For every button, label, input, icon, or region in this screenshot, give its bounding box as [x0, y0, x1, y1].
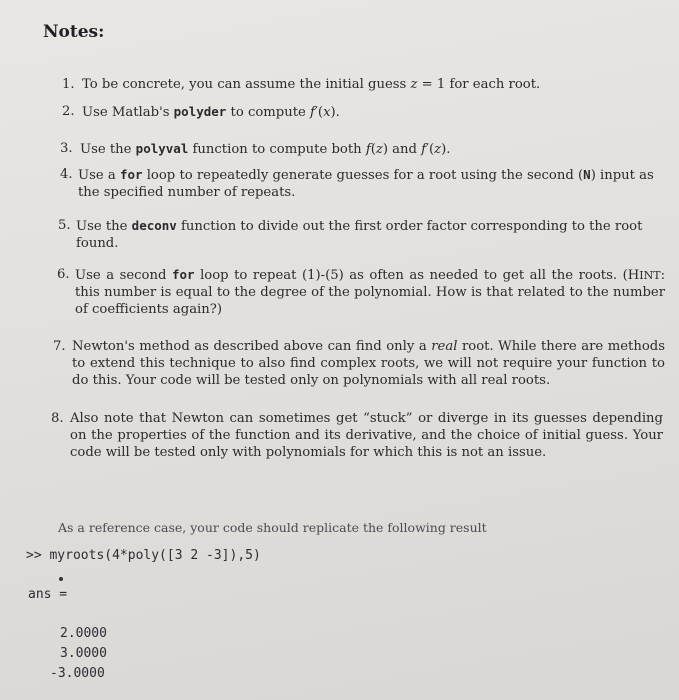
note-number: 4. [60, 167, 73, 182]
command-line: >> myroots(4*poly([3 2 -3]),5) [26, 548, 261, 563]
note-item-2 [62, 103, 622, 121]
ans-label: ans = [28, 587, 68, 602]
note-number: 5. [58, 218, 71, 233]
notes-heading: Notes: [43, 22, 105, 42]
note-number: 2. [62, 104, 75, 119]
note-number: 7. [53, 339, 66, 354]
result-value: 3.0000 [60, 646, 107, 661]
note-item-8 [51, 410, 663, 461]
note-text: Use a for loop to repeatedly generate guesses for a root using the second (N) input as the specified number of repeats. [78, 167, 654, 200]
note-number: 1. [62, 77, 75, 92]
result-value: 2.0000 [60, 626, 107, 641]
note-item-5 [58, 217, 666, 252]
note-text: Use Matlab's polyder to compute f′(x). [82, 104, 340, 120]
note-item-1 [62, 76, 622, 93]
cursor-dot [59, 577, 63, 581]
note-text: To be concrete, you can assume the initial guess z = 1 for each root. [82, 77, 541, 92]
note-item-3 [60, 140, 620, 158]
note-number: 3. [60, 141, 73, 156]
note-text: Use a second for loop to repeat (1)-(5) as often as needed to get all the roots. (HINT: this number is equal to the degree of the polynomial. How is that related to the number of coefficients again?) [75, 267, 666, 317]
note-text: Newton's method as described above can find only a real root. While there are methods to extend this technique to also find complex roots, we will not require your function to do this. Your code will be tested only on polynomials with all real roots. [72, 339, 665, 388]
note-number: 6. [57, 267, 70, 282]
note-text: Use the polyval function to compute both f(z) and f′(z). [80, 141, 451, 157]
note-item-7 [53, 338, 665, 389]
reference-caption: As a reference case, your code should replicate the following result [58, 520, 487, 535]
note-item-4 [60, 166, 666, 201]
note-number: 8. [51, 411, 64, 426]
result-value: -3.0000 [50, 666, 105, 681]
note-text: Also note that Newton can sometimes get “stuck” or diverge in its guesses depending on the properties of the function and its derivative, and the choice of initial guess. Your code will be tested only with polynomials for which this is not an issue. [70, 411, 663, 460]
note-item-6 [57, 266, 665, 318]
note-text: Use the deconv function to divide out the first order factor corresponding to the root found. [76, 218, 643, 251]
